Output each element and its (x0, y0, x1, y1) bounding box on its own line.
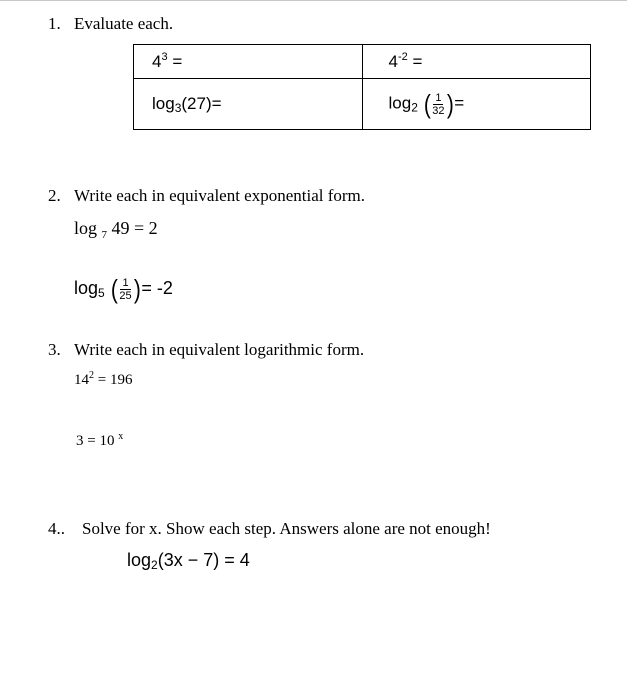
question-2-text: Write each in equivalent exponential form. (74, 186, 366, 205)
question-4-text: Solve for x. Show each step. Answers alone are not enough! (82, 519, 491, 538)
q2-equation-2: $\log_5$ ( $\frac{1}{25}$ ) = -2 (74, 274, 173, 304)
cell-4-cubed: $4^3$ = (134, 45, 363, 79)
evaluate-table (133, 44, 591, 130)
cell-log3-27: $\log_3(27)=$ (134, 79, 363, 130)
question-3-text: Write each in equivalent logarithmic form. (74, 340, 365, 359)
q2-equation-1: log $_7$ 49 = 2 (74, 218, 158, 241)
q4-equation: $\log_2(3x - 7) = 4$ (127, 550, 250, 572)
cell-4-neg2: $4^{-2}$ = (362, 45, 591, 79)
q3-equation-2: 3 = 10 $^x$ (76, 431, 124, 449)
top-border-line (0, 0, 627, 1)
question-2-number: 2. (48, 186, 61, 205)
q3-equation-1: $14^2 = 196$ (74, 370, 133, 388)
question-1-number: 1. (48, 14, 61, 33)
fraction-1-25: ( $\frac{1}{25}$ ) (110, 274, 141, 304)
question-1-text: Evaluate each. (74, 14, 174, 33)
fraction-1-32: ( $\frac{1}{32}$ ) (423, 89, 454, 120)
question-3-number: 3. (48, 340, 61, 359)
cell-log2-1-32: $\log_2$ ( $\frac{1}{32}$ ) = (362, 79, 591, 130)
question-4-number: 4.. (48, 519, 65, 538)
